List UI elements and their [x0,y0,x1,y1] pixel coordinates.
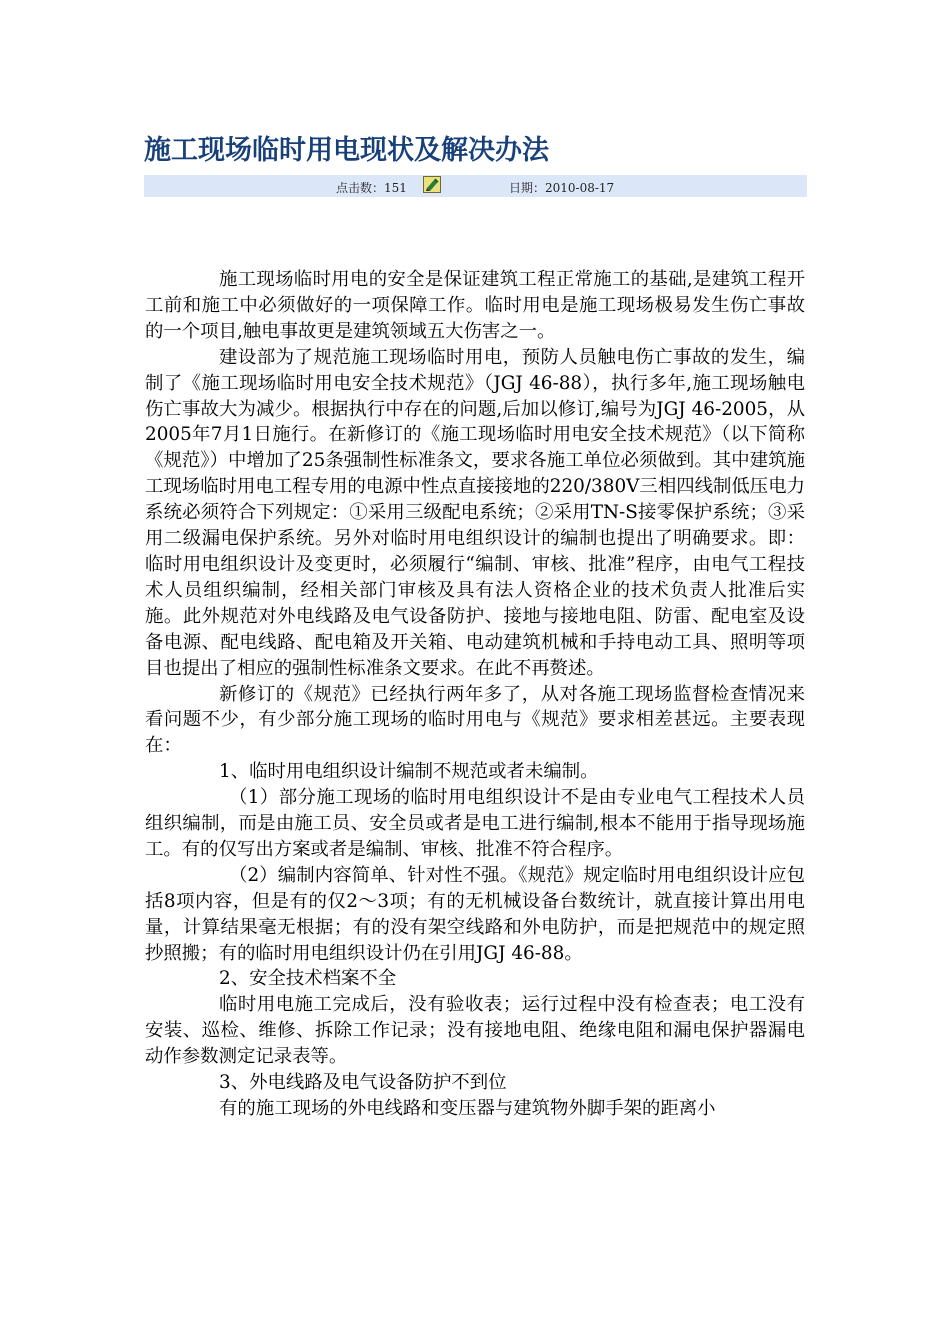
click-count: 点击数：151 [336,181,407,195]
section-heading: 1、临时用电组织设计编制不规范或者未编制。 [219,761,599,783]
article-body [145,267,805,1122]
paragraph: （1）部分施工现场的临时用电组织设计不是由专业电气工程技术人员组织编制，而是由施工员、安全员或者是电工进行编制,根本不能用于指导现场施工。有的仅写出方案或者是编制、审核、批准不符合程序。 [145,787,805,860]
paragraph: 新修订的《规范》已经执行两年多了，从对各施工现场监督检查情况来看问题不少，有少部分施工现场的临时用电与《规范》要求相差甚远。主要表现在： [145,683,805,757]
page-title: 施工现场临时用电现状及解决办法 [144,135,549,166]
paragraph: 建设部为了规范施工现场临时用电，预防人员触电伤亡事故的发生，编制了《施工现场临时用电安全技术规范》（JGJ 46-88），执行多年,施工现场触电伤亡事故大为减少。根据执行中存在的问题,后加以修订,编号为JGJ 46-2005，从2005年7月1日施行。在新修订的《施工现场临时用电安全技术规范》（以下简称《规范》）中增加了25条强制性标准条文，要求各施工单位必须做到。其中建筑施工现场临时用电工程专用的电源中性点直接接地的220/380V三相四线制低压电力系统必须符合下列规定：①采用三级配电系统；②采用TN-S接零保护系统；③采用二级漏电保护系统。另外对临时用电组织设计的编制也提出了明确要求。即：临时用电组织设计及变更时，必须履行“编制、审核、批准”程序，由电气工程技术人员组织编制，经相关部门审核及具有法人资格企业的技术负责人批准后实施。此外规范对外电线路及电气设备防护、接地与接地电阻、防雷、配电室及设备电源、配电线路、配电箱及开关箱、电动建筑机械和手持电动工具、照明等项目也提出了相应的强制性标准条文要求。在此不再赘述。 [145,346,805,679]
section-heading: 3、外电线路及电气设备防护不到位 [219,1072,507,1094]
section-heading: 2、安全技术档案不全 [219,968,397,990]
publish-date: 日期：2010-08-17 [509,181,615,195]
paragraph: 临时用电施工完成后，没有验收表；运行过程中没有检查表；电工没有安装、巡检、维修、拆除工作记录；没有接地电阻、绝缘电阻和漏电保护器漏电动作参数测定记录表等。 [145,994,805,1068]
paragraph: （2）编制内容简单、针对性不强。《规范》规定临时用电组织设计应包括8项内容，但是有的仅2～3项；有的无机械设备台数统计，就直接计算出用电量，计算结果毫无根据；有的没有架空线路和外电防护，而是把规范中的规定照抄照搬；有的临时用电组织设计仍在引用JGJ 46-88。 [145,864,805,964]
article-meta-bar [144,175,807,197]
edit-pencil-icon[interactable] [423,176,441,193]
paragraph: 有的施工现场的外电线路和变压器与建筑物外脚手架的距离小 [219,1098,716,1119]
paragraph: 施工现场临时用电的安全是保证建筑工程正常施工的基础,是建筑工程开工前和施工中必须做好的一项保障工作。临时用电是施工现场极易发生伤亡事故的一个项目,触电事故更是建筑领域五大伤害之一。 [145,269,805,342]
